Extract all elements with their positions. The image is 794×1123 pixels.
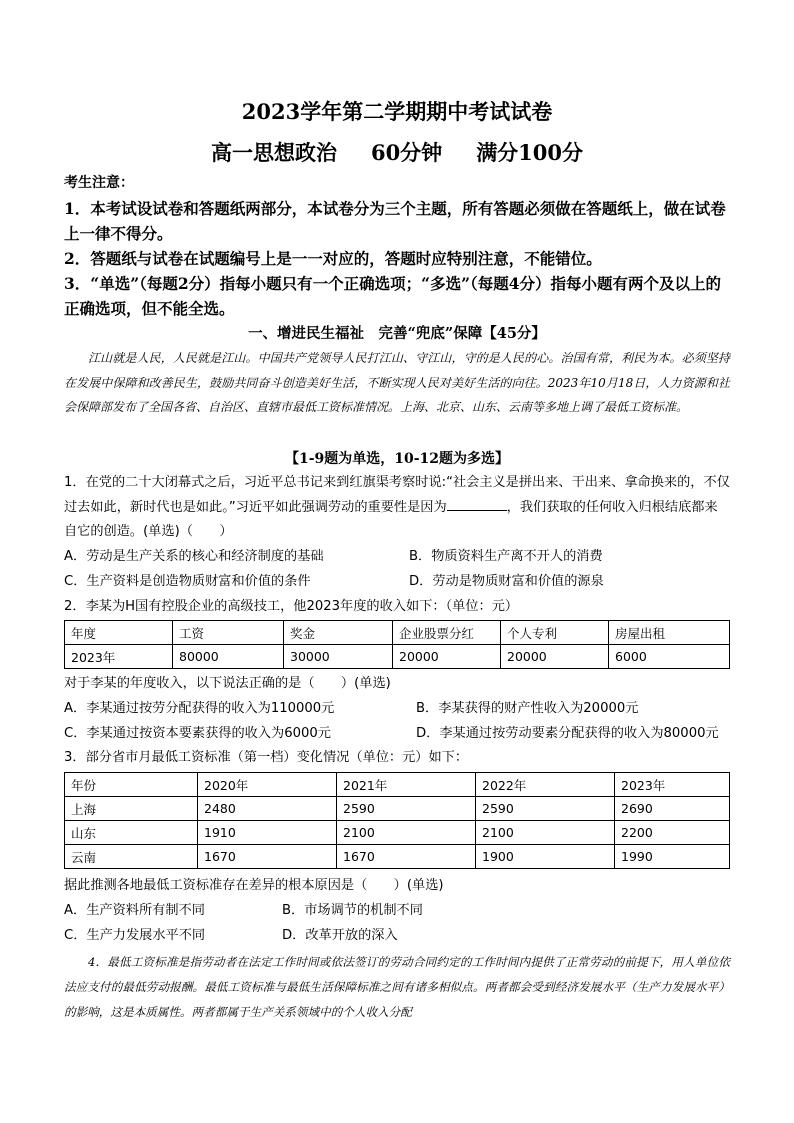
table-cell: 1670: [337, 845, 476, 869]
table-row: [65, 773, 730, 797]
table-row: [65, 845, 730, 869]
table-cell: 山东: [65, 821, 198, 845]
table-cell: 企业股票分红: [393, 621, 501, 645]
question-3-option-a: A．生产资料所有制不同: [64, 903, 205, 918]
table-cell: 1670: [198, 845, 337, 869]
table-cell: 2100: [337, 821, 476, 845]
table-cell: 工资: [173, 621, 284, 645]
table-cell: 2020年: [198, 773, 337, 797]
notice-item-1: 1．本考试设试卷和答题纸两部分，本试卷分为三个主题，所有答题必须做在答题纸上，做在试卷上一律不得分。: [64, 199, 726, 243]
question-3-options: [64, 899, 730, 948]
subject-label: 高一思想政治: [210, 140, 337, 165]
exam-title: 2023学年第二学期期中考试试卷: [241, 99, 553, 124]
table-cell: 30000: [284, 645, 393, 669]
table-cell: 1900: [476, 845, 615, 869]
question-1-stem: [64, 471, 730, 545]
question-1-stem-b: ，我们获取的任何收入归根结底都来自它的创造。(单选)（ ）: [64, 499, 718, 539]
table-cell: 2590: [476, 797, 615, 821]
minimum-wage-table: [64, 772, 730, 869]
question-1-option-b: B．物质资料生产离不开人的消费: [409, 549, 603, 564]
table-cell: 2021年: [337, 773, 476, 797]
table-row: [65, 797, 730, 821]
table-cell: 上海: [65, 797, 198, 821]
question-1-stem-a: 1．在党的二十大闭幕式之后，习近平总书记来到红旗渠考察时说:“社会主义是拼出来、干出来、拿命换来的，不仅过去如此，新时代也是如此。”习近平如此强调劳动的重要性是因为: [64, 475, 730, 515]
table-cell: 1990: [615, 845, 730, 869]
notice-heading: 考生注意：: [64, 175, 134, 191]
table-cell: 年份: [65, 773, 198, 797]
table-cell: 2023年: [65, 645, 173, 669]
question-2-option-c: C．李某通过按资本要素获得的收入为6000元: [64, 725, 331, 741]
question-2-options: [64, 697, 730, 746]
table-row: [65, 621, 730, 645]
table-cell: 2690: [615, 797, 730, 821]
table-cell: 2200: [615, 821, 730, 845]
table-cell: 云南: [65, 845, 198, 869]
question-1-option-d: D．劳动是物质财富和价值的源泉: [409, 573, 604, 589]
question-2-option-d: D．李某通过按劳动要素分配获得的收入为80000元: [416, 725, 719, 741]
question-2-question: 对于李某的年度收入，以下说法正确的是（ ）(单选): [64, 676, 391, 691]
table-cell: 2590: [337, 797, 476, 821]
notice-item-2: 2．答题纸与试卷在试题编号上是一一对应的，答题时应特别注意，不能错位。: [64, 249, 602, 268]
question-3-option-b: B．市场调节的机制不同: [282, 903, 423, 918]
table-row: [65, 645, 730, 669]
section-title: 一、增进民生福祉 完善“兜底”保障【45分】: [248, 325, 546, 342]
question-range-note: 【1-9题为单选，10-12题为多选】: [284, 451, 510, 467]
table-cell: 20000: [393, 645, 501, 669]
table-cell: 1910: [198, 821, 337, 845]
table-cell: 20000: [501, 645, 609, 669]
question-2-option-b: B．李某获得的财产性收入为20000元: [416, 701, 639, 716]
table-cell: 6000: [609, 645, 730, 669]
question-2-option-a: A．李某通过按劳分配获得的收入为110000元: [64, 701, 335, 716]
section-intro: 江山就是人民，人民就是江山。中国共产党领导人民打江山、守江山，守的是人民的心。治国有常，利民为本。必须坚持在发展中保障和改善民生，鼓励共同奋斗创造美好生活，不断实现人民对美好生活的向往。2023年10月18日，人力资源和社会保障部发布了全国各省、自治区、直辖市最低工资标准情况。上海、北京、山东、云南等多地上调了最低工资标准。: [64, 351, 730, 414]
table-cell: 2480: [198, 797, 337, 821]
table-cell: 80000: [173, 645, 284, 669]
question-3-stem: 3．部分省市月最低工资标准（第一档）变化情况（单位：元）如下：: [64, 750, 469, 765]
question-1-option-c: C．生产资料是创造物质财富和价值的条件: [64, 573, 311, 589]
notice-item-3: 3．“单选”（每题2分）指每小题只有一个正确选项；“多选”（每题4分）指每小题有两个及以上的正确选项，但不能全选。: [64, 274, 722, 318]
table-cell: 房屋出租: [609, 621, 730, 645]
question-1-options: [64, 545, 730, 594]
table-cell: 2023年: [615, 773, 730, 797]
income-table: [64, 620, 730, 669]
answer-blank: [447, 496, 507, 511]
exam-subtitle: [64, 137, 730, 167]
table-cell: 2100: [476, 821, 615, 845]
table-cell: 年度: [65, 621, 173, 645]
question-3-option-d: D．改革开放的深入: [282, 927, 398, 943]
question-4-text: 4．最低工资标准是指劳动者在法定工作时间或依法签订的劳动合同约定的工作时间内提供了正常劳动的前提下，用人单位依法应支付的最低劳动报酬。最低工资标准与最低生活保障标准之间有诸多相似点。两者都会受到经济发展水平（生产力发展水平）的影响，这是本质属性。两者都属于生产关系领域中的个人收入分配: [64, 955, 730, 1019]
score-label: 满分100分: [476, 140, 584, 165]
table-cell: 2022年: [476, 773, 615, 797]
table-cell: 个人专利: [501, 621, 609, 645]
question-1-option-a: A．劳动是生产关系的核心和经济制度的基础: [64, 549, 324, 564]
question-3-option-c: C．生产力发展水平不同: [64, 927, 206, 943]
question-3-question: 据此推测各地最低工资标准存在差异的根本原因是（ ）(单选): [64, 878, 444, 893]
table-cell: 奖金: [284, 621, 393, 645]
question-2-stem: 2．李某为H国有控股企业的高级技工，他2023年度的收入如下：（单位：元）: [64, 599, 519, 614]
table-row: [65, 821, 730, 845]
duration-label: 60分钟: [370, 140, 443, 165]
